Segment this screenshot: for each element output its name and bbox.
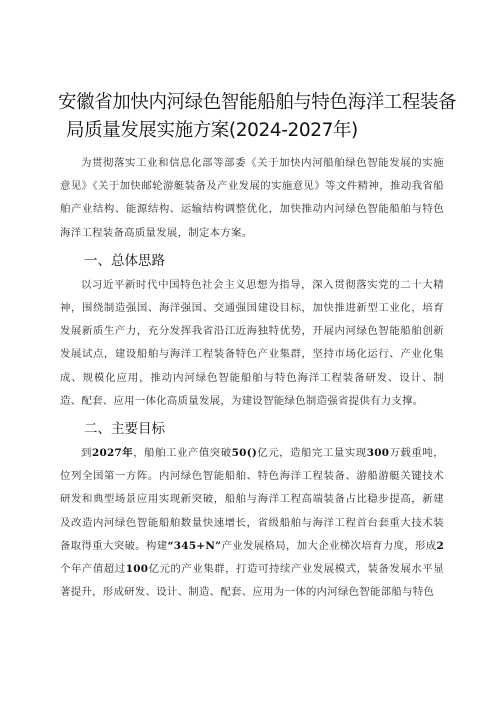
goal-text: 万载重吨，位列全国第一方阵。内河绿色智能船舶、特色海洋工程装备、游船游艇关键技术研发和典型场景应用实现新突破，船舶与海洋工程高端装备占比稳步提高，新建及改造内河绿色智能船舶数量快速增长，省级船舶与海洋工程首台套重大技术装备取得重大突破。构建 — [60, 447, 444, 552]
goal-pattern-value: “345+N” — [167, 539, 222, 552]
main-goals-paragraph — [60, 442, 444, 604]
document-title — [58, 89, 458, 145]
section-heading-main-goals: 二、主要目标 — [84, 421, 165, 438]
goal-text: 亿元，造船完工量实现 — [257, 447, 367, 460]
goal-text: 产业发展格局，加大企业梯次培育力度，形成 — [221, 539, 437, 552]
goal-text: ，船舶工业产值突破 — [133, 447, 232, 460]
goal-output-value: 50() — [231, 447, 258, 460]
goal-text: 到 — [81, 447, 92, 460]
goal-cluster-value: 100 — [125, 563, 149, 576]
goal-text: 个年产值超过 — [60, 563, 126, 576]
document-body — [60, 152, 444, 604]
title-line-2: 局质量发展实施方案(2024-2027年) — [66, 120, 358, 141]
goal-text: 亿元的产业集群，打造可持续产业发展模式，装备发展水平显著提升，形成研发、设计、制造、配套、应用为一体的内河绿色智能部船与特色 — [60, 563, 444, 599]
intro-paragraph: 为贯彻落实工业和信息化部等部委《关于加快内河船舶绿色智能发展的实施意见》《关于加快邮轮游艇装备及产业发展的实施意见》等文件精神，推动我省船舶产业结构、能源结构、运输结构调整优化，加快推动内河绿色智能船舶与特色海洋工程装备高质量发展，制定本方案。 — [60, 157, 444, 239]
title-line-1: 安徽省加快内河绿色智能船舶与特色海洋工程装备 — [58, 92, 457, 113]
section-heading-overall-approach: 一、总体思路 — [84, 252, 165, 269]
goal-cluster-count: 2 — [436, 539, 445, 552]
overall-approach-paragraph: 以习近平新时代中国特色社会主义思想为指导，深入贯彻落实党的二十大精神，围绕制造强国、海洋强国、交通强国建设目标，加快推进新型工业化，培育发展新质生产力，充分发挥我省沿江近海独特优势，开展内河绿色智能船舶创新发展试点，建设船舶与海洋工程装备特色产业集群，坚持市场化运行、产业化集成、规模化应用，推动内河绿色智能船舶与特色海洋工程装备研发、设计、制造、配套、应用一体化高质量发展，为建设智能绿色制造强省提供有力支撑。 — [60, 278, 444, 407]
goal-year: 2027年 — [91, 447, 134, 460]
goal-tonnage-value: 300 — [366, 447, 390, 460]
